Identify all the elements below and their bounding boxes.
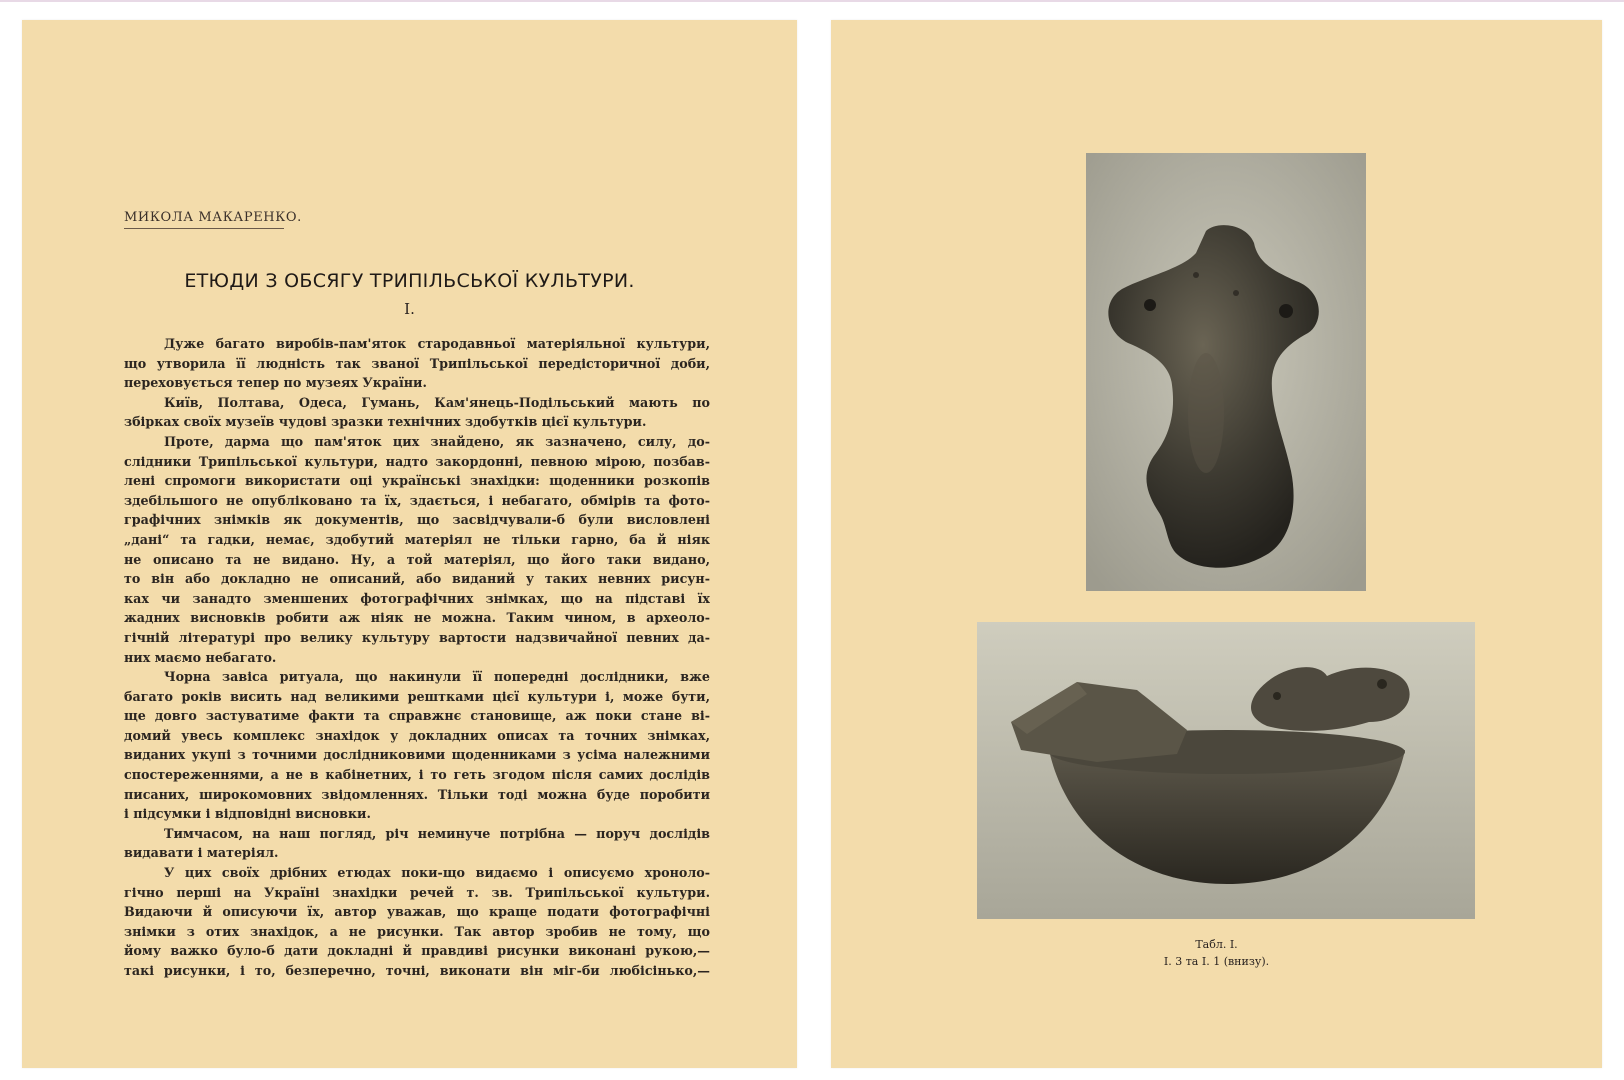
text-line: графічних знімків як документів, що засвідчували-б були висловлені [124,512,710,528]
text-line: Чорна завіса ритуала, що накинули її попередні дослідники, вже [164,669,710,685]
top-edge-line [0,0,1624,2]
text-line: спостереженнями, а не в кабінетних, і то геть згодом після самих дослідів [124,767,710,783]
text-line: ках чи занадто зменшених фотографічних знімках, що на підставі їх [124,590,710,606]
text-line: такі рисунки, і то, безперечно, точні, виконати він міг-би любісінько,— [124,963,710,978]
text-line: переховується тепер по музеях України. [124,375,427,391]
text-line: то він або докладно не описаний, або виданий у таких невних рисун- [124,571,710,587]
figurine-photo [1086,153,1366,591]
bowl-photo [977,622,1475,919]
plate-caption-title: Табл. I. [1195,938,1238,951]
author-underline [124,228,284,229]
text-line: ще довго застуватиме факти та справжнє становище, аж поки стане ві- [124,708,710,724]
body-text [124,334,710,981]
bowl-illustration [977,622,1475,919]
text-line: жадних висновків робити аж ніяк не можна. Таким чином, в археоло- [124,610,710,626]
text-line: Київ, Полтава, Одеса, Гумань, Кам'янець-Подільський мають по [164,394,710,410]
text-line: і підсумки і відповідні висновки. [124,806,371,822]
text-line: лені спромоги використати оці українські знахідки: щоденники розкопів [124,473,710,489]
right-page [831,20,1602,1068]
article-title: ЕТЮДИ З ОБСЯГУ ТРИПІЛЬСЬКОЇ КУЛЬТУРИ. [184,270,635,292]
text-line: гічно перші на Україні знахідки речей т. зв. Трипільської культури. [124,884,710,900]
text-line: здебільшого не опубліковано та їх, здається, і небагато, обмірів та фото- [124,492,710,508]
plate-caption-detail: I. 3 та I. 1 (внизу). [1163,955,1270,968]
left-page [22,20,797,1068]
text-line: гічній літературі про велику культуру вартости надзвичайної певних да- [124,629,710,645]
text-line: Дуже багато виробів-пам'яток стародавньої матеріяльної культури, [164,336,710,351]
text-line: багато років висить над великими рештками цієї культури і, може бути, [124,688,710,704]
text-line: слідники Трипільської культури, надто закордонні, певною мірою, позбав- [124,453,710,469]
text-line: що утворила її людність так званої Трипільської передісторичної доби, [124,355,710,371]
text-line: не описано та не видано. Ну, а той матеріял, що його таки видано, [124,551,710,567]
text-line: йому важко було-б дати докладні й правдиві рисунки виконані рукою,— [124,943,710,959]
text-line: виданих укупі з точними дослідниковими щоденниками з усіма належними [124,747,710,763]
text-line: них маємо небагато. [124,649,277,665]
section-number: I. [404,300,415,318]
text-line: видавати і матеріял. [124,845,279,861]
text-line: Видаючи й описуючи їх, автор уважав, що краще подати фотографічні [124,904,710,920]
text-line: домий увесь комплекс знахідок у докладних описах та точних знімках, [124,727,710,743]
text-line: збірках своїх музеїв чудові зразки технічних здобутків цієї культури. [124,414,647,430]
text-line: У цих своїх дрібних етюдах поки-що видаємо і описуємо хроноло- [164,865,710,881]
text-line: Проте, дарма що пам'яток цих знайдено, як зазначено, силу, до- [164,433,710,449]
text-line: „дані“ та гадки, немає, здобутий матеріял не тільки гарно, ба й ніяк [124,531,710,547]
figurine-illustration [1086,153,1366,591]
text-line: писаних, широкомовних звідомленнях. Тільки тоді можна буде поробити [124,786,710,802]
text-line: Тимчасом, на наш погляд, річ неминуче потрібна — поруч дослідів [164,825,710,841]
text-line: знімки з отих знахідок, а не рисунки. Так автор зробив не тому, що [124,923,710,939]
author-name: МИКОЛА МАКАРЕНКО. [124,210,302,225]
